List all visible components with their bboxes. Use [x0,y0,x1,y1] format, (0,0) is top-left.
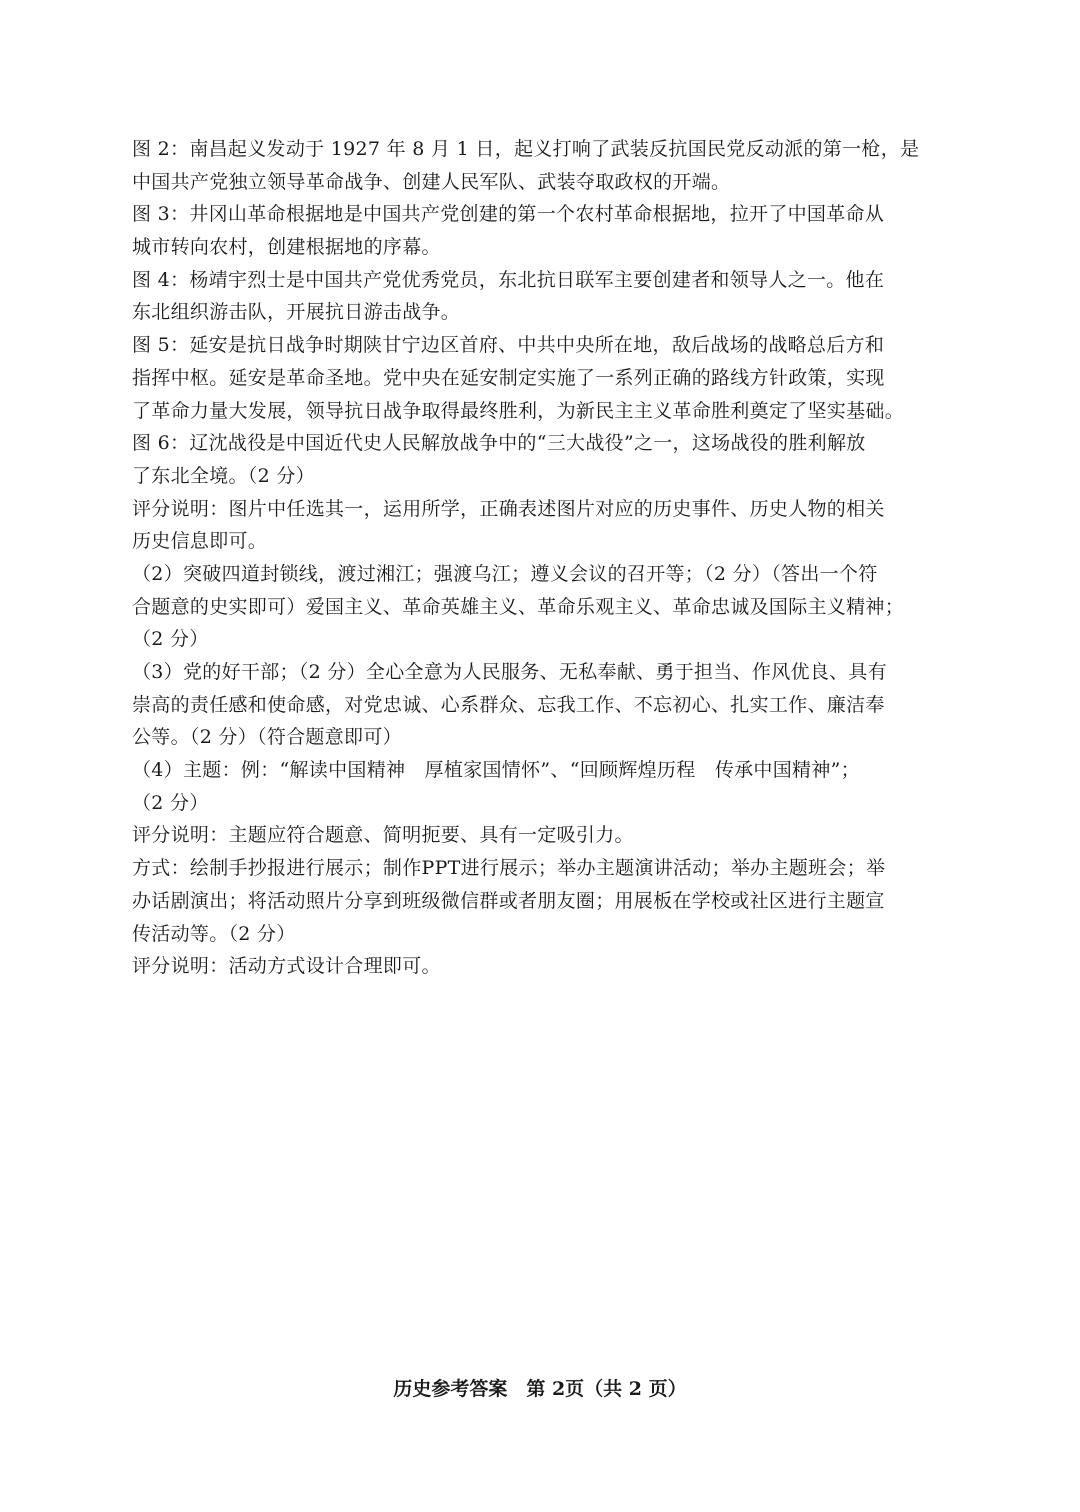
text-line: （2 分） [132,628,209,651]
text-line: 传活动等。（2 分） [132,922,296,945]
text-line: （2 分） [132,791,209,814]
text-line: （4）主题：例：“解读中国精神 厚植家国情怀”、“回顾辉煌历程 传承中国精神”； [132,759,860,782]
text-line: 崇高的责任感和使命感，对党忠诚、心系群众、忘我工作、不忘初心、扎实工作、廉洁奉 [132,693,885,716]
text-line: 图 4：杨靖宇烈士是中国共产党优秀党员，东北抗日联军主要创建者和领导人之一。他在 [132,268,885,291]
text-line: 评分说明：图片中任选其一，运用所学，正确表述图片对应的历史事件、历史人物的相关 [132,497,885,520]
text-line: （2）突破四道封锁线，渡过湘江；强渡乌江；遵义会议的召开等；（2 分）（答出一个符 [132,562,878,585]
text-line: 公等。（2 分）（符合题意即可） [132,726,402,749]
text-line: 图 5：延安是抗日战争时期陕甘宁边区首府、中共中央所在地，敌后战场的战略总后方和 [132,334,885,357]
text-line: 城市转向农村，创建根据地的序幕。 [132,236,441,259]
answer-text-body [132,133,952,983]
text-line: 图 6：辽沈战役是中国近代史人民解放战争中的“三大战役”之一，这场战役的胜利解放 [132,432,866,455]
text-line: 评分说明：活动方式设计合理即可。 [132,955,441,978]
text-line: 图 2：南昌起义发动于 1927 年 8 月 1 日，起义打响了武装反抗国民党反动派的第一枪，是 [132,138,920,160]
text-line: 了东北全境。（2 分） [132,464,315,487]
text-line: 合题意的史实即可）爱国主义、革命英雄主义、革命乐观主义、革命忠诚及国际主义精神； [132,595,905,618]
text-line: 方式：绘制手抄报进行展示；制作PPT进行展示；举办主题演讲活动；举办主题班会；举 [132,857,886,880]
text-line: 办话剧演出；将活动照片分享到班级微信群或者朋友圈；用展板在学校或社区进行主题宣 [132,889,885,912]
text-line: 中国共产党独立领导革命战争、创建人民军队、武装夺取政权的开端。 [132,170,731,193]
text-line: 了革命力量大发展，领导抗日战争取得最终胜利，为新民主主义革命胜利奠定了坚实基础。 [132,399,905,422]
text-line: （3）党的好干部；（2 分）全心全意为人民服务、无私奉献、勇于担当、作风优良、具有 [132,661,888,683]
text-line: 指挥中枢。延安是革命圣地。党中央在延安制定实施了一系列正确的路线方针政策，实现 [132,366,885,389]
text-line: 东北组织游击队，开展抗日游击战争。 [132,301,461,324]
page-footer: 历史参考答案 第 2页（共 2 页） [393,1378,687,1400]
text-line: 评分说明：主题应符合题意、简明扼要、具有一定吸引力。 [132,824,634,847]
text-line: 历史信息即可。 [132,530,268,553]
text-line: 图 3：井冈山革命根据地是中国共产党创建的第一个农村革命根据地，拉开了中国革命从 [132,203,885,226]
